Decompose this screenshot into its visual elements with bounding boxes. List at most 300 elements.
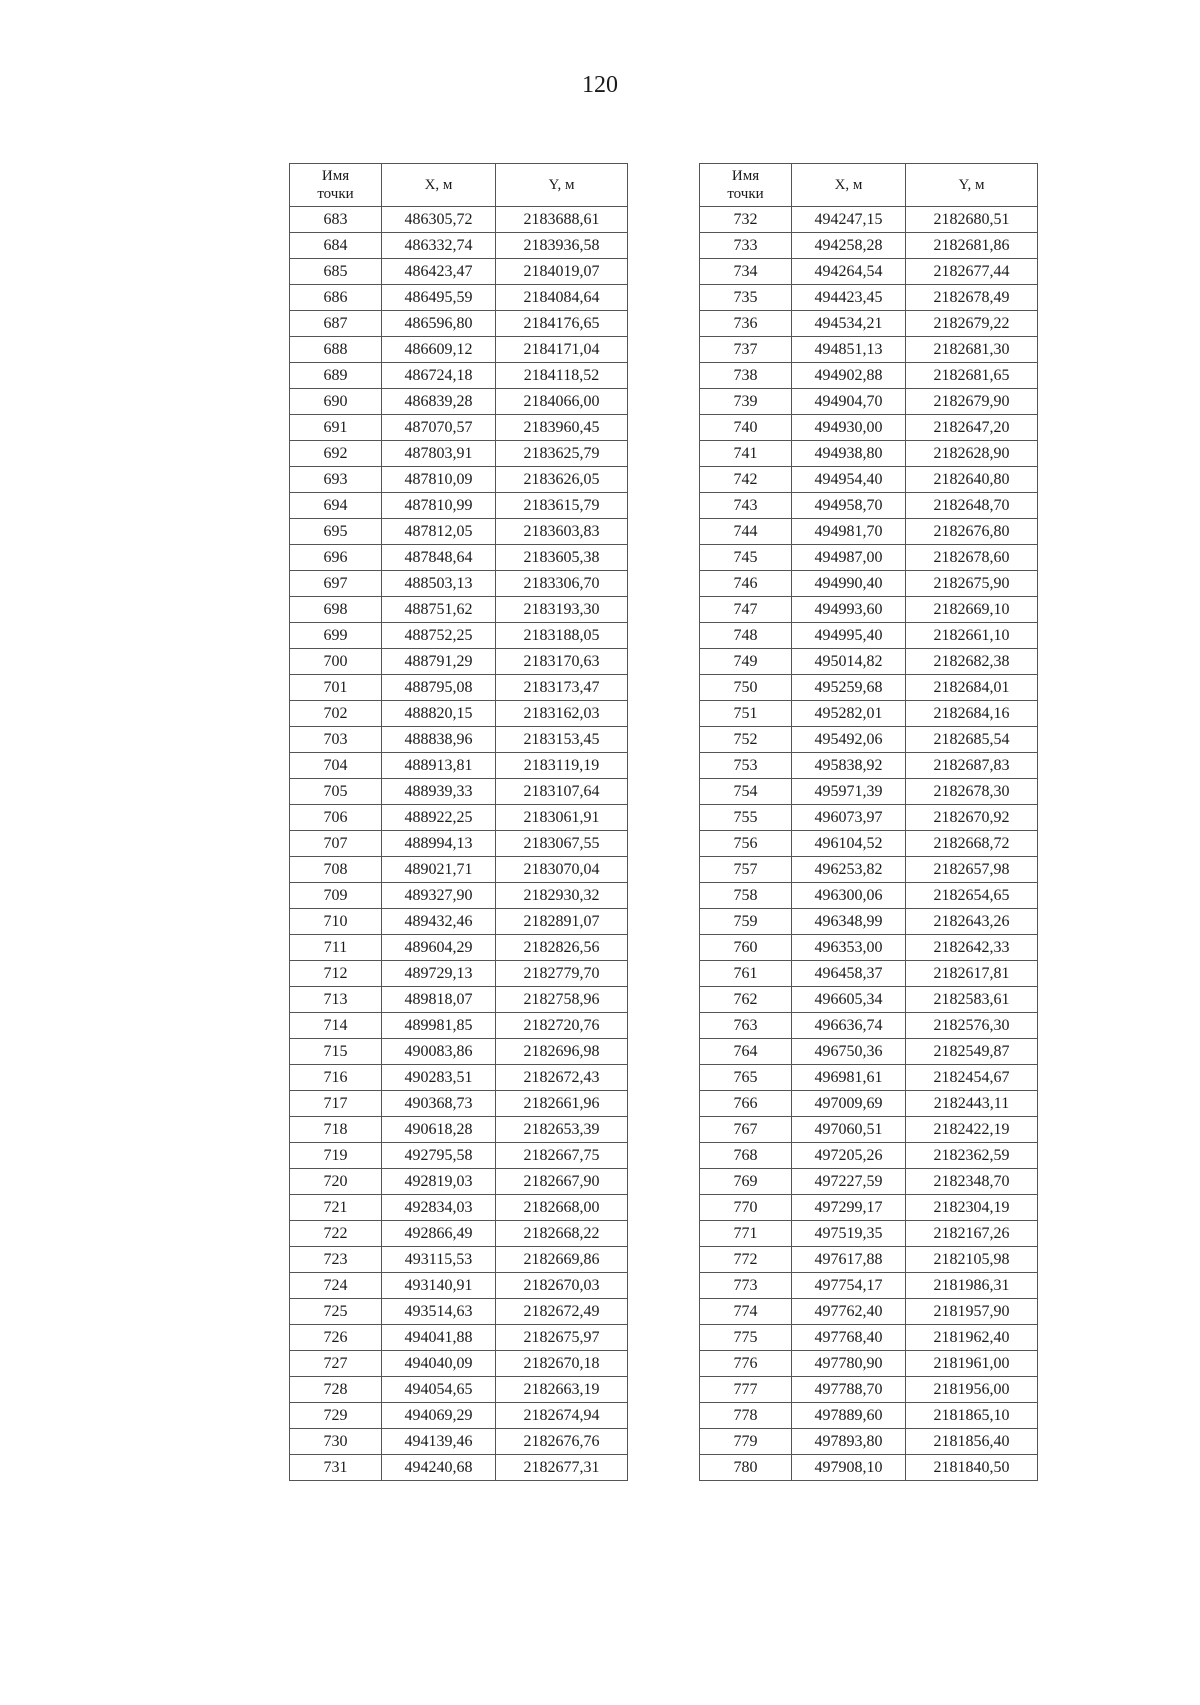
cell-x: 494534,21 [792, 311, 906, 337]
cell-y: 2182667,75 [496, 1143, 628, 1169]
cell-y: 2182672,43 [496, 1065, 628, 1091]
cell-point-name: 736 [700, 311, 792, 337]
cell-y: 2182678,60 [906, 545, 1038, 571]
cell-y: 2182675,97 [496, 1325, 628, 1351]
cell-y: 2184066,00 [496, 389, 628, 415]
cell-y: 2182826,56 [496, 935, 628, 961]
header-point-name-line1: Имя [321, 168, 350, 184]
cell-point-name: 713 [290, 987, 382, 1013]
cell-x: 496636,74 [792, 1013, 906, 1039]
cell-point-name: 721 [290, 1195, 382, 1221]
cell-x: 494069,29 [382, 1403, 496, 1429]
table-row [290, 415, 628, 441]
cell-x: 488503,13 [382, 571, 496, 597]
cell-x: 486332,74 [382, 233, 496, 259]
cell-x: 494995,40 [792, 623, 906, 649]
cell-point-name: 730 [290, 1429, 382, 1455]
cell-point-name: 728 [290, 1377, 382, 1403]
table-row [700, 1039, 1038, 1065]
cell-point-name: 758 [700, 883, 792, 909]
cell-point-name: 712 [290, 961, 382, 987]
cell-y: 2182640,80 [906, 467, 1038, 493]
cell-x: 496253,82 [792, 857, 906, 883]
cell-x: 494904,70 [792, 389, 906, 415]
table-row [290, 1013, 628, 1039]
table-row [700, 1351, 1038, 1377]
cell-y: 2182422,19 [906, 1117, 1038, 1143]
cell-y: 2182677,44 [906, 259, 1038, 285]
table-row [700, 727, 1038, 753]
table-row [700, 1299, 1038, 1325]
cell-y: 2182304,19 [906, 1195, 1038, 1221]
cell-x: 492795,58 [382, 1143, 496, 1169]
cell-y: 2182687,83 [906, 753, 1038, 779]
table-row [290, 597, 628, 623]
table-row [700, 701, 1038, 727]
table-row [290, 259, 628, 285]
cell-y: 2182681,30 [906, 337, 1038, 363]
cell-y: 2182167,26 [906, 1221, 1038, 1247]
table-row [700, 623, 1038, 649]
table-row [700, 1273, 1038, 1299]
cell-point-name: 707 [290, 831, 382, 857]
table-row [290, 311, 628, 337]
cell-y: 2182348,70 [906, 1169, 1038, 1195]
cell-x: 497908,10 [792, 1455, 906, 1481]
cell-point-name: 766 [700, 1091, 792, 1117]
cell-point-name: 765 [700, 1065, 792, 1091]
table-row [700, 415, 1038, 441]
cell-x: 494938,80 [792, 441, 906, 467]
table-row [700, 883, 1038, 909]
cell-y: 2182628,90 [906, 441, 1038, 467]
table-row [700, 909, 1038, 935]
cell-x: 495838,92 [792, 753, 906, 779]
table-row [290, 961, 628, 987]
header-point-name-line2: точки [317, 186, 354, 202]
cell-y: 2183067,55 [496, 831, 628, 857]
cell-y: 2182679,22 [906, 311, 1038, 337]
cell-x: 488795,08 [382, 675, 496, 701]
table-row [700, 805, 1038, 831]
cell-x: 487810,09 [382, 467, 496, 493]
cell-point-name: 695 [290, 519, 382, 545]
table-row [290, 753, 628, 779]
table-row [290, 779, 628, 805]
table-row [290, 1091, 628, 1117]
cell-point-name: 754 [700, 779, 792, 805]
cell-y: 2182647,20 [906, 415, 1038, 441]
header-x: X, м [792, 164, 906, 207]
cell-point-name: 732 [700, 207, 792, 233]
cell-y: 2182891,07 [496, 909, 628, 935]
table-row [700, 961, 1038, 987]
cell-point-name: 731 [290, 1455, 382, 1481]
cell-point-name: 756 [700, 831, 792, 857]
cell-x: 497617,88 [792, 1247, 906, 1273]
cell-point-name: 691 [290, 415, 382, 441]
table-row [290, 1325, 628, 1351]
cell-x: 488994,13 [382, 831, 496, 857]
cell-point-name: 776 [700, 1351, 792, 1377]
cell-y: 2182454,67 [906, 1065, 1038, 1091]
cell-y: 2183170,63 [496, 649, 628, 675]
table-row [290, 1351, 628, 1377]
cell-x: 494054,65 [382, 1377, 496, 1403]
cell-y: 2184019,07 [496, 259, 628, 285]
cell-y: 2183615,79 [496, 493, 628, 519]
table-row [290, 1195, 628, 1221]
cell-point-name: 694 [290, 493, 382, 519]
cell-x: 490368,73 [382, 1091, 496, 1117]
cell-y: 2183688,61 [496, 207, 628, 233]
table-row [700, 1325, 1038, 1351]
cell-x: 494040,09 [382, 1351, 496, 1377]
cell-point-name: 693 [290, 467, 382, 493]
cell-x: 494139,46 [382, 1429, 496, 1455]
cell-y: 2182676,80 [906, 519, 1038, 545]
table-row [290, 1455, 628, 1481]
cell-point-name: 714 [290, 1013, 382, 1039]
cell-point-name: 700 [290, 649, 382, 675]
cell-x: 497788,70 [792, 1377, 906, 1403]
cell-point-name: 685 [290, 259, 382, 285]
cell-x: 488922,25 [382, 805, 496, 831]
cell-y: 2182669,86 [496, 1247, 628, 1273]
table-row [700, 363, 1038, 389]
cell-point-name: 724 [290, 1273, 382, 1299]
cell-x: 493140,91 [382, 1273, 496, 1299]
table-row [700, 1403, 1038, 1429]
cell-x: 489327,90 [382, 883, 496, 909]
cell-point-name: 737 [700, 337, 792, 363]
table-row [290, 1221, 628, 1247]
cell-y: 2183162,03 [496, 701, 628, 727]
cell-x: 495014,82 [792, 649, 906, 675]
cell-x: 494247,15 [792, 207, 906, 233]
cell-point-name: 757 [700, 857, 792, 883]
cell-point-name: 684 [290, 233, 382, 259]
cell-point-name: 711 [290, 935, 382, 961]
cell-point-name: 716 [290, 1065, 382, 1091]
table-row [290, 363, 628, 389]
cell-x: 487803,91 [382, 441, 496, 467]
table-row [290, 1169, 628, 1195]
table-row [290, 831, 628, 857]
table-row [290, 1299, 628, 1325]
table-row [290, 1403, 628, 1429]
cell-x: 495259,68 [792, 675, 906, 701]
cell-point-name: 764 [700, 1039, 792, 1065]
cell-point-name: 762 [700, 987, 792, 1013]
cell-point-name: 708 [290, 857, 382, 883]
table-row [700, 753, 1038, 779]
cell-point-name: 710 [290, 909, 382, 935]
table-row [290, 1065, 628, 1091]
coordinates-table-right [699, 163, 1038, 1481]
table-row [700, 571, 1038, 597]
table-row [700, 1429, 1038, 1455]
cell-x: 490083,86 [382, 1039, 496, 1065]
cell-x: 486724,18 [382, 363, 496, 389]
header-point-name [290, 164, 382, 207]
table-row [290, 909, 628, 935]
cell-y: 2182667,90 [496, 1169, 628, 1195]
cell-point-name: 740 [700, 415, 792, 441]
cell-point-name: 689 [290, 363, 382, 389]
table-row [290, 389, 628, 415]
table-row [700, 1247, 1038, 1273]
cell-point-name: 777 [700, 1377, 792, 1403]
cell-y: 2182779,70 [496, 961, 628, 987]
table-row [700, 935, 1038, 961]
cell-y: 2182663,19 [496, 1377, 628, 1403]
table-row [290, 493, 628, 519]
cell-x: 492866,49 [382, 1221, 496, 1247]
cell-point-name: 697 [290, 571, 382, 597]
cell-x: 494264,54 [792, 259, 906, 285]
cell-y: 2181840,50 [906, 1455, 1038, 1481]
cell-point-name: 735 [700, 285, 792, 311]
cell-y: 2183626,05 [496, 467, 628, 493]
table-row [290, 935, 628, 961]
cell-y: 2182661,10 [906, 623, 1038, 649]
cell-point-name: 742 [700, 467, 792, 493]
cell-y: 2182670,18 [496, 1351, 628, 1377]
cell-y: 2182680,51 [906, 207, 1038, 233]
cell-y: 2184084,64 [496, 285, 628, 311]
cell-point-name: 722 [290, 1221, 382, 1247]
cell-point-name: 773 [700, 1273, 792, 1299]
cell-x: 495971,39 [792, 779, 906, 805]
cell-y: 2182758,96 [496, 987, 628, 1013]
table-row [700, 389, 1038, 415]
table-row [700, 519, 1038, 545]
table-row [290, 883, 628, 909]
cell-y: 2182362,59 [906, 1143, 1038, 1169]
cell-y: 2183960,45 [496, 415, 628, 441]
table-row [290, 1247, 628, 1273]
cell-x: 494958,70 [792, 493, 906, 519]
table-row [700, 259, 1038, 285]
cell-x: 494954,40 [792, 467, 906, 493]
table-row [700, 233, 1038, 259]
cell-point-name: 705 [290, 779, 382, 805]
table-row [290, 545, 628, 571]
cell-point-name: 748 [700, 623, 792, 649]
cell-point-name: 686 [290, 285, 382, 311]
cell-point-name: 687 [290, 311, 382, 337]
cell-point-name: 703 [290, 727, 382, 753]
cell-y: 2182657,98 [906, 857, 1038, 883]
coordinates-table-left [289, 163, 628, 1481]
cell-x: 494990,40 [792, 571, 906, 597]
cell-x: 496104,52 [792, 831, 906, 857]
cell-x: 494041,88 [382, 1325, 496, 1351]
cell-point-name: 763 [700, 1013, 792, 1039]
cell-y: 2183107,64 [496, 779, 628, 805]
cell-point-name: 745 [700, 545, 792, 571]
cell-x: 495282,01 [792, 701, 906, 727]
cell-x: 487810,99 [382, 493, 496, 519]
table-row [700, 1143, 1038, 1169]
table-row [290, 701, 628, 727]
cell-point-name: 770 [700, 1195, 792, 1221]
cell-x: 489729,13 [382, 961, 496, 987]
cell-point-name: 727 [290, 1351, 382, 1377]
cell-y: 2181957,90 [906, 1299, 1038, 1325]
cell-y: 2184171,04 [496, 337, 628, 363]
table-row [700, 987, 1038, 1013]
cell-y: 2183070,04 [496, 857, 628, 883]
cell-point-name: 755 [700, 805, 792, 831]
cell-x: 486305,72 [382, 207, 496, 233]
cell-point-name: 759 [700, 909, 792, 935]
header-point-name [700, 164, 792, 207]
cell-y: 2182675,90 [906, 571, 1038, 597]
table-row [700, 441, 1038, 467]
cell-x: 497889,60 [792, 1403, 906, 1429]
cell-y: 2181856,40 [906, 1429, 1038, 1455]
cell-y: 2181956,00 [906, 1377, 1038, 1403]
cell-y: 2181865,10 [906, 1403, 1038, 1429]
cell-point-name: 779 [700, 1429, 792, 1455]
cell-point-name: 690 [290, 389, 382, 415]
cell-y: 2182674,94 [496, 1403, 628, 1429]
cell-point-name: 744 [700, 519, 792, 545]
cell-y: 2182654,65 [906, 883, 1038, 909]
cell-point-name: 709 [290, 883, 382, 909]
cell-point-name: 704 [290, 753, 382, 779]
cell-x: 497762,40 [792, 1299, 906, 1325]
cell-point-name: 688 [290, 337, 382, 363]
table-row [290, 441, 628, 467]
cell-y: 2182443,11 [906, 1091, 1038, 1117]
table-row [290, 623, 628, 649]
cell-x: 489981,85 [382, 1013, 496, 1039]
cell-y: 2183605,38 [496, 545, 628, 571]
cell-y: 2182684,01 [906, 675, 1038, 701]
cell-x: 486423,47 [382, 259, 496, 285]
table-row [290, 467, 628, 493]
cell-x: 487070,57 [382, 415, 496, 441]
cell-y: 2182668,22 [496, 1221, 628, 1247]
cell-x: 496981,61 [792, 1065, 906, 1091]
table-row [290, 337, 628, 363]
cell-y: 2182669,10 [906, 597, 1038, 623]
cell-y: 2182679,90 [906, 389, 1038, 415]
cell-x: 494258,28 [792, 233, 906, 259]
cell-point-name: 778 [700, 1403, 792, 1429]
table-row [700, 597, 1038, 623]
cell-x: 489818,07 [382, 987, 496, 1013]
cell-y: 2182696,98 [496, 1039, 628, 1065]
cell-y: 2183173,47 [496, 675, 628, 701]
table-body [290, 207, 628, 1481]
cell-x: 488939,33 [382, 779, 496, 805]
cell-y: 2182648,70 [906, 493, 1038, 519]
table-header-row [290, 164, 628, 207]
table-row [290, 571, 628, 597]
cell-x: 488751,62 [382, 597, 496, 623]
table-row [700, 493, 1038, 519]
cell-point-name: 761 [700, 961, 792, 987]
cell-x: 497205,26 [792, 1143, 906, 1169]
table-row [290, 1039, 628, 1065]
cell-y: 2182682,38 [906, 649, 1038, 675]
cell-point-name: 774 [700, 1299, 792, 1325]
cell-x: 497299,17 [792, 1195, 906, 1221]
cell-y: 2183936,58 [496, 233, 628, 259]
table-row [700, 311, 1038, 337]
cell-x: 494981,70 [792, 519, 906, 545]
table-row [290, 285, 628, 311]
table-row [290, 207, 628, 233]
cell-x: 488913,81 [382, 753, 496, 779]
cell-point-name: 768 [700, 1143, 792, 1169]
cell-y: 2182105,98 [906, 1247, 1038, 1273]
page-number: 120 [582, 72, 618, 98]
table-row [290, 857, 628, 883]
table-row [700, 1195, 1038, 1221]
table-row [290, 1429, 628, 1455]
cell-y: 2182583,61 [906, 987, 1038, 1013]
cell-point-name: 706 [290, 805, 382, 831]
cell-point-name: 772 [700, 1247, 792, 1273]
table-body [700, 207, 1038, 1481]
cell-x: 496348,99 [792, 909, 906, 935]
header-point-name-line1: Имя [731, 168, 760, 184]
cell-x: 490618,28 [382, 1117, 496, 1143]
cell-x: 486596,80 [382, 311, 496, 337]
cell-point-name: 717 [290, 1091, 382, 1117]
cell-point-name: 698 [290, 597, 382, 623]
cell-x: 489432,46 [382, 909, 496, 935]
cell-y: 2181962,40 [906, 1325, 1038, 1351]
table-row [700, 1117, 1038, 1143]
cell-y: 2182672,49 [496, 1299, 628, 1325]
cell-x: 489604,29 [382, 935, 496, 961]
cell-y: 2182677,31 [496, 1455, 628, 1481]
cell-point-name: 739 [700, 389, 792, 415]
table-row [700, 675, 1038, 701]
cell-y: 2182653,39 [496, 1117, 628, 1143]
table-row [290, 727, 628, 753]
table-row [290, 649, 628, 675]
cell-point-name: 751 [700, 701, 792, 727]
table-row [290, 1117, 628, 1143]
table-row [290, 805, 628, 831]
cell-y: 2182576,30 [906, 1013, 1038, 1039]
cell-y: 2182685,54 [906, 727, 1038, 753]
cell-y: 2182661,96 [496, 1091, 628, 1117]
cell-y: 2183153,45 [496, 727, 628, 753]
header-y: Y, м [906, 164, 1038, 207]
table-row [700, 545, 1038, 571]
cell-y: 2183193,30 [496, 597, 628, 623]
table-row [290, 675, 628, 701]
cell-point-name: 771 [700, 1221, 792, 1247]
cell-x: 497780,90 [792, 1351, 906, 1377]
cell-point-name: 702 [290, 701, 382, 727]
cell-x: 497893,80 [792, 1429, 906, 1455]
cell-point-name: 743 [700, 493, 792, 519]
header-point-name-line2: точки [727, 186, 764, 202]
table-row [700, 857, 1038, 883]
cell-x: 494902,88 [792, 363, 906, 389]
table-row [290, 233, 628, 259]
table-row [700, 1377, 1038, 1403]
